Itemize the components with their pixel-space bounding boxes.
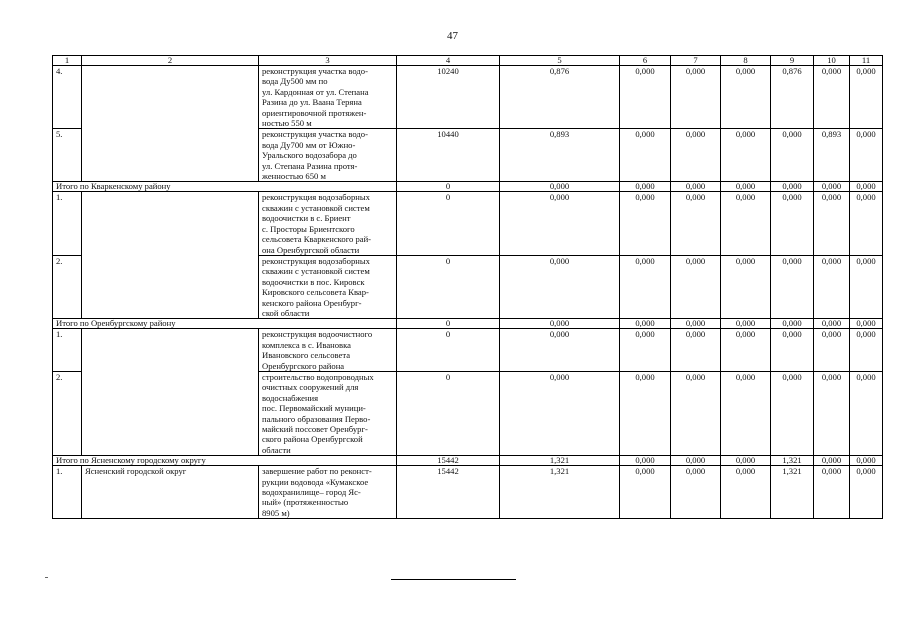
column-number: 10 [814,56,850,66]
column-number: 8 [721,56,771,66]
project-description: реконструкция участка водо- вода Ду500 мм по ул. Кардонная от ул. Степана Разина до ул. Ваана Теряна ориентировочной протяжен- ностью 550 м [259,66,397,129]
organization-cell [82,329,259,456]
value-cell: 0,000 [850,66,883,129]
value-cell: 0,000 [771,192,814,255]
column-number: 3 [259,56,397,66]
value-cell: 0,000 [500,329,620,372]
value-cell: 0,000 [814,66,850,129]
subtotal-value: 0,000 [500,319,620,329]
organization-cell [82,66,259,182]
value-cell: 1,321 [500,466,620,519]
row-number: 1. [53,466,82,519]
value-cell: 0,000 [620,255,671,318]
subtotal-value: 0,000 [850,182,883,192]
column-number-row [53,56,883,66]
organization-cell: Ясненский городской округ [82,466,259,519]
subtotal-value: 0,000 [500,182,620,192]
value-cell: 0,876 [771,66,814,129]
value-cell: 0,000 [620,371,671,455]
value-cell: 0,000 [814,192,850,255]
subtotal-value: 1,321 [771,456,814,466]
subtotal-value: 0,000 [721,319,771,329]
subtotal-value: 0,000 [850,319,883,329]
value-cell: 0,876 [500,66,620,129]
value-cell: 0,000 [620,66,671,129]
subtotal-value: 0,000 [814,182,850,192]
value-cell: 0 [397,329,500,372]
subtotal-value: 1,321 [500,456,620,466]
value-cell: 0 [397,255,500,318]
subtotal-value: 0,000 [620,456,671,466]
subtotal-value: 0,000 [671,319,721,329]
value-cell: 0,000 [850,129,883,182]
row-number: 1. [53,192,82,255]
subtotal-value: 0,000 [671,456,721,466]
subtotal-value: 0 [397,182,500,192]
subtotal-value: 0,000 [771,182,814,192]
value-cell: 0,000 [721,329,771,372]
value-cell: 0,000 [721,255,771,318]
row-number: 4. [53,66,82,129]
table-row [53,466,883,519]
value-cell: 0,000 [850,255,883,318]
subtotal-row [53,319,883,329]
value-cell: 0,000 [500,192,620,255]
value-cell: 0,000 [814,255,850,318]
value-cell: 15442 [397,466,500,519]
subtotal-value: 0,000 [814,456,850,466]
project-description: реконструкция водозаборных скважин с установкой систем водоочистки в с. Бриент с. Просторы Бриентского сельсовета Кваркенского рай- она Оренбургской области [259,192,397,255]
scan-dot [45,577,48,578]
table-row [53,66,883,129]
value-cell: 0,000 [620,466,671,519]
value-cell: 0,000 [771,329,814,372]
subtotal-value: 0,000 [620,319,671,329]
project-description: строительство водопроводных очистных сооружений для водоснабжения пос. Первомайский муници- пального образования Перво- майский поссовет Оренбург- ского района Оренбургской области [259,371,397,455]
value-cell: 0,000 [671,129,721,182]
subtotal-label: Итого по Оренбургскому району [53,319,397,329]
value-cell: 0,000 [771,371,814,455]
column-number: 6 [620,56,671,66]
value-cell: 0,893 [500,129,620,182]
value-cell: 1,321 [771,466,814,519]
project-description: реконструкция водозаборных скважин с установкой систем водоочистки в пос. Кировск Кировского сельсовета Квар- кенского района Оренбург- ской области [259,255,397,318]
value-cell: 0,000 [671,466,721,519]
value-cell: 0,000 [671,192,721,255]
value-cell: 0,000 [671,255,721,318]
column-number: 1 [53,56,82,66]
value-cell: 0,000 [721,192,771,255]
value-cell: 0,000 [500,255,620,318]
row-number: 2. [53,255,82,318]
column-number: 9 [771,56,814,66]
column-number: 11 [850,56,883,66]
column-number: 5 [500,56,620,66]
column-number: 4 [397,56,500,66]
row-number: 1. [53,329,82,372]
value-cell: 0,893 [814,129,850,182]
value-cell: 0,000 [721,66,771,129]
subtotal-label: Итого по Ясненскому городскому округу [53,456,397,466]
value-cell: 0,000 [814,466,850,519]
column-number: 2 [82,56,259,66]
subtotal-value: 0,000 [721,456,771,466]
data-table [52,55,883,519]
subtotal-value: 0 [397,319,500,329]
project-description: реконструкция участка водо- вода Ду700 мм от Южно- Уральского водозабора до ул. Степана Разина протя- женностью 650 м [259,129,397,182]
value-cell: 0,000 [771,129,814,182]
subtotal-value: 0,000 [771,319,814,329]
row-number: 2. [53,371,82,455]
organization-cell [82,192,259,319]
value-cell: 10440 [397,129,500,182]
value-cell: 0,000 [620,129,671,182]
subtotal-value: 0,000 [814,319,850,329]
value-cell: 0,000 [814,371,850,455]
value-cell: 0,000 [850,466,883,519]
row-number: 5. [53,129,82,182]
value-cell: 0,000 [671,329,721,372]
subtotal-row [53,182,883,192]
value-cell: 0,000 [850,192,883,255]
value-cell: 0,000 [850,329,883,372]
value-cell: 0,000 [620,329,671,372]
table-row [53,329,883,372]
value-cell: 0 [397,371,500,455]
value-cell: 10240 [397,66,500,129]
value-cell: 0,000 [850,371,883,455]
value-cell: 0,000 [771,255,814,318]
subtotal-value: 0,000 [721,182,771,192]
table-row [53,192,883,255]
subtotal-row [53,456,883,466]
value-cell: 0,000 [721,466,771,519]
value-cell: 0,000 [671,371,721,455]
value-cell: 0,000 [671,66,721,129]
subtotal-value: 0,000 [671,182,721,192]
project-description: завершение работ по реконст- рукции водовода «Кумакское водохранилище– город Яс- ный» (протяженностью 8905 м) [259,466,397,519]
subtotal-value: 0,000 [850,456,883,466]
footer-rule [391,579,516,580]
subtotal-value: 15442 [397,456,500,466]
column-number: 7 [671,56,721,66]
project-description: реконструкция водоочистного комплекса в с. Ивановка Ивановского сельсовета Оренбургского района [259,329,397,372]
value-cell: 0,000 [721,371,771,455]
subtotal-value: 0,000 [620,182,671,192]
value-cell: 0,000 [814,329,850,372]
page-number: 47 [447,30,458,42]
value-cell: 0,000 [500,371,620,455]
value-cell: 0,000 [620,192,671,255]
subtotal-label: Итого по Кваркенскому району [53,182,397,192]
value-cell: 0,000 [721,129,771,182]
value-cell: 0 [397,192,500,255]
